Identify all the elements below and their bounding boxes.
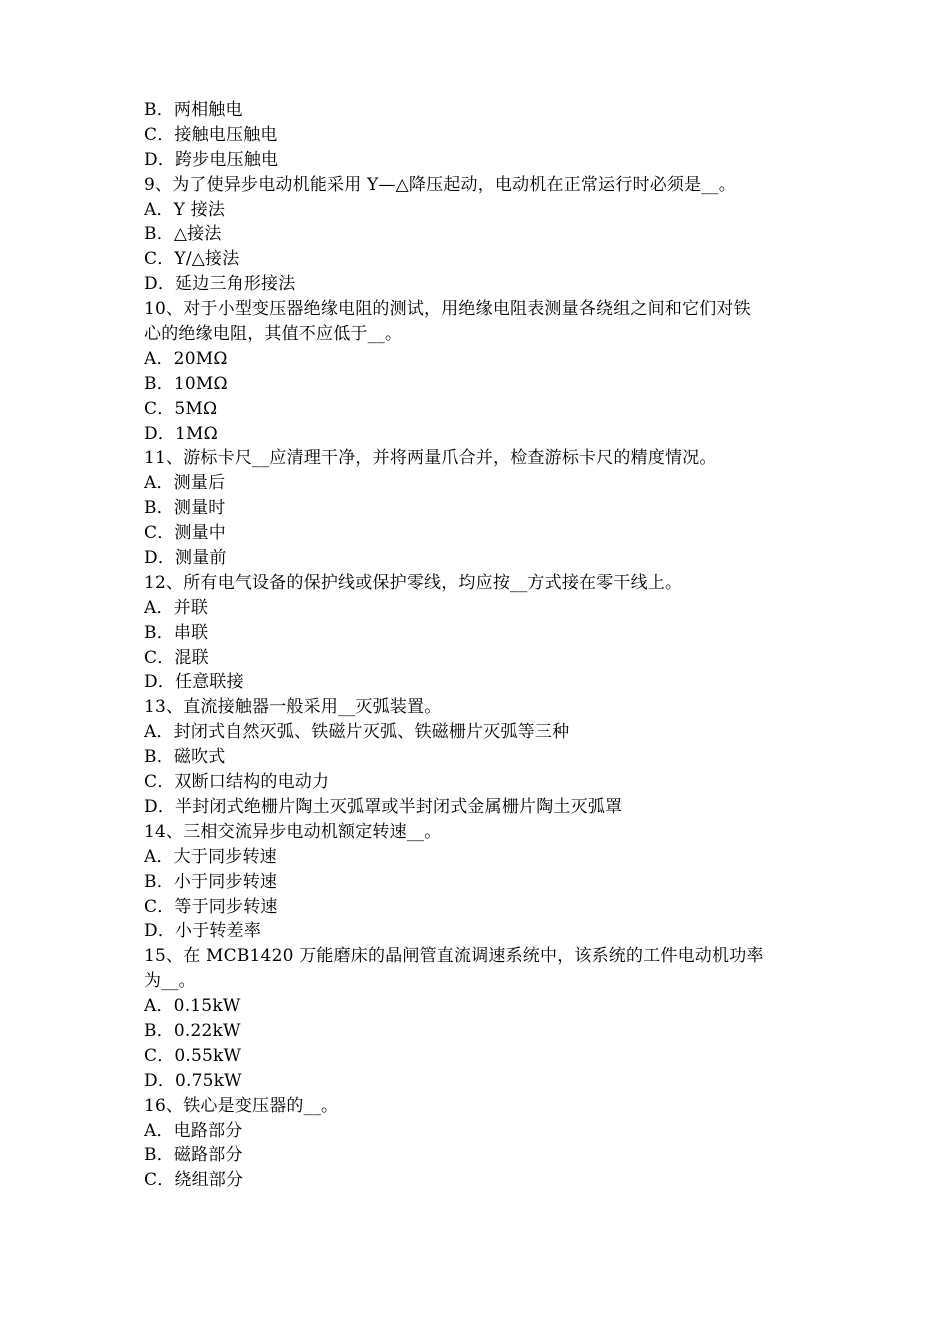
option-q13-b: B．磁吹式	[144, 747, 226, 768]
option-q15-d: D．0.75kW	[144, 1070, 242, 1091]
question-10-line-2: 心的绝缘电阻，其值不应低于__。	[144, 324, 403, 345]
question-10-line-1: 10、对于小型变压器绝缘电阻的测试，用绝缘电阻表测量各绕组之间和它们对铁	[144, 299, 751, 320]
option-q14-a: A．大于同步转速	[144, 846, 277, 867]
option-q14-b: B．小于同步转速	[144, 871, 278, 892]
question-16: 16、铁心是变压器的__。	[144, 1095, 339, 1116]
option-q14-d: D．小于转差率	[144, 921, 262, 942]
question-12: 12、所有电气设备的保护线或保护零线，均应按__方式接在零干线上。	[144, 572, 683, 593]
option-q10-b: B．10MΩ	[144, 373, 228, 394]
question-14: 14、三相交流异步电动机额定转速__。	[144, 821, 442, 842]
option-q16-a: A．电路部分	[144, 1120, 243, 1141]
option-q9-d: D．延边三角形接法	[144, 274, 296, 295]
option-q11-c: C．测量中	[144, 523, 227, 544]
option-q8-c: C．接触电压触电	[144, 124, 278, 145]
question-11: 11、游标卡尺__应清理干净，并将两量爪合并，检查游标卡尺的精度情况。	[144, 448, 717, 469]
option-q8-d: D．跨步电压触电	[144, 149, 279, 170]
option-q16-b: B．磁路部分	[144, 1145, 243, 1166]
document-body	[144, 98, 824, 1193]
option-q11-b: B．测量时	[144, 498, 226, 519]
option-q11-d: D．测量前	[144, 548, 227, 569]
option-q9-a: A．Y 接法	[144, 199, 226, 220]
option-q9-b: B．△接法	[144, 224, 222, 245]
option-q10-d: D．1MΩ	[144, 423, 218, 444]
option-q15-c: C．0.55kW	[144, 1045, 242, 1066]
option-q16-c: C．绕组部分	[144, 1170, 244, 1191]
option-q12-d: D．任意联接	[144, 672, 244, 693]
option-q12-b: B．串联	[144, 622, 209, 643]
option-q10-a: A．20MΩ	[144, 348, 228, 369]
option-q13-c: C．双断口结构的电动力	[144, 772, 330, 793]
option-q9-c: C．Y/△接法	[144, 249, 240, 270]
question-13: 13、直流接触器一般采用__灭弧装置。	[144, 697, 442, 718]
option-q14-c: C．等于同步转速	[144, 896, 278, 917]
option-q13-a: A．封闭式自然灭弧、铁磁片灭弧、铁磁栅片灭弧等三种	[144, 722, 570, 743]
option-q15-b: B．0.22kW	[144, 1020, 241, 1041]
option-q15-a: A．0.15kW	[144, 996, 241, 1017]
option-q8-b: B．两相触电	[144, 100, 243, 120]
question-9: 9、为了使异步电动机能采用 Y—△降压起动，电动机在正常运行时必须是__。	[144, 174, 736, 195]
option-q11-a: A．测量后	[144, 473, 226, 494]
option-q12-a: A．并联	[144, 597, 209, 618]
question-15-line-2: 为__。	[144, 971, 196, 992]
option-q10-c: C．5MΩ	[144, 398, 218, 419]
question-15-line-1: 15、在 MCB1420 万能磨床的晶闸管直流调速系统中，该系统的工件电动机功率	[144, 946, 764, 967]
option-q12-c: C．混联	[144, 647, 209, 668]
option-q13-d: D．半封闭式绝栅片陶土灭弧罩或半封闭式金属栅片陶土灭弧罩	[144, 796, 623, 817]
